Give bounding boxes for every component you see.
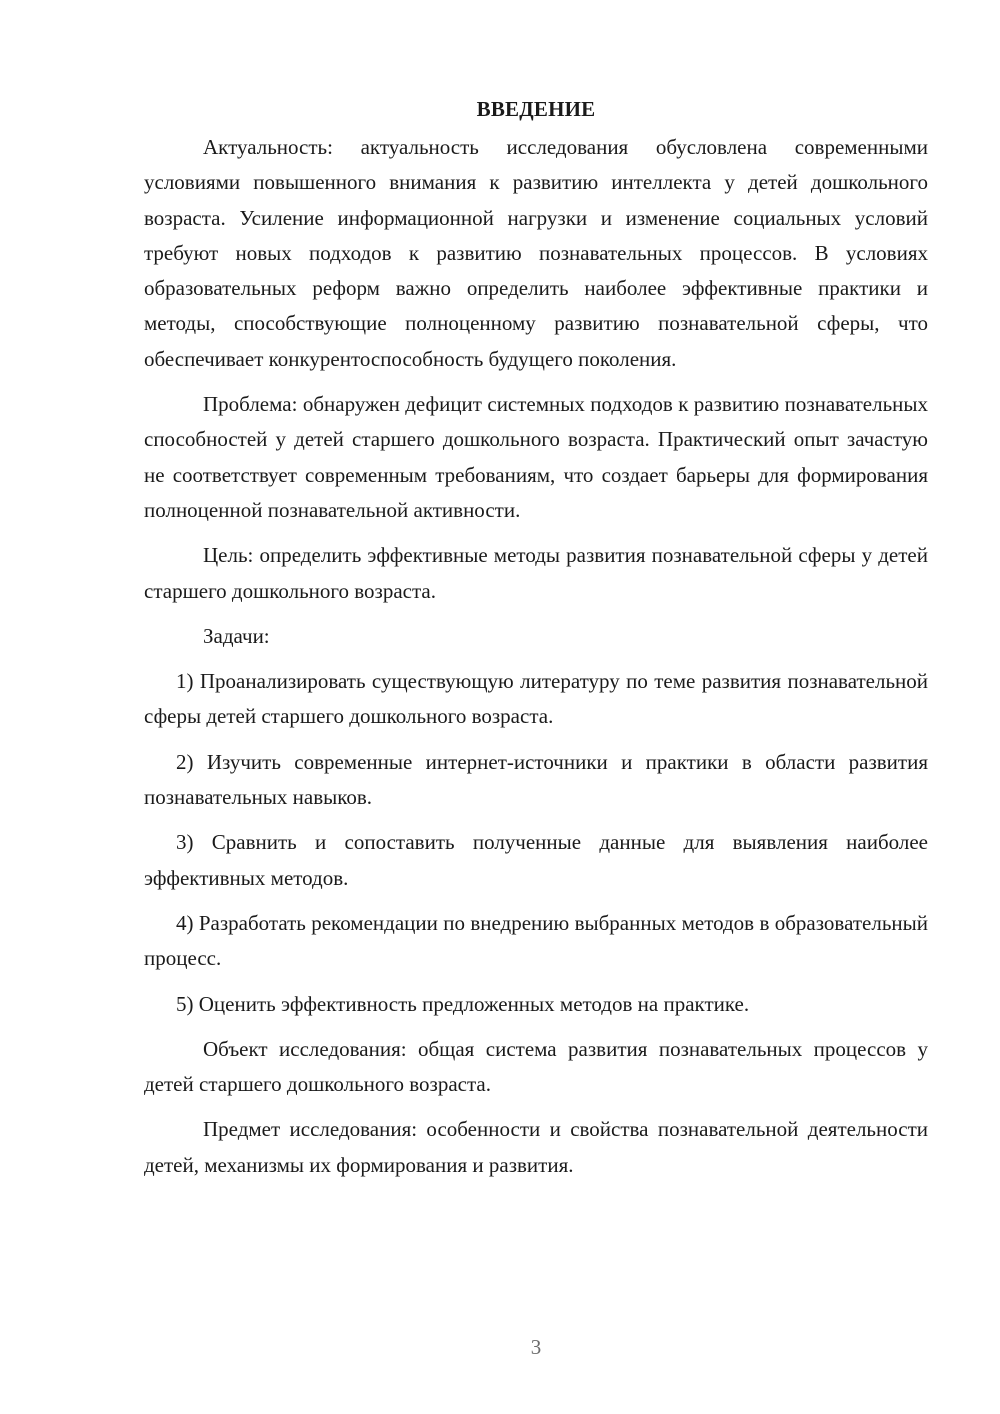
relevance-paragraph: Актуальность: актуальность исследования обусловлена современными условиями повышенного внимания к развитию интеллекта у детей дошкольного возраста. Усиление информационной нагрузки и изменение социальных условий требуют новых подходов к развитию познавательных процессов. В условиях образовательных реформ важно определить наиболее эффективные практики и методы, способствующие полноценному развитию познавательной сферы, что обеспечивает конкурентоспособность будущего поколения. <box>144 135 928 371</box>
task-item-5: 5) Оценить эффективность предложенных методов на практике. <box>176 991 750 1016</box>
research-object-paragraph: Объект исследования: общая система развития познавательных процессов у детей старшего дошкольного возраста. <box>144 1036 928 1097</box>
goal-paragraph: Цель: определить эффективные методы развития познавательной сферы у детей старшего дошкольного возраста. <box>144 543 928 603</box>
section-heading: ВВЕДЕНИЕ <box>476 97 596 121</box>
tasks-label: Задачи: <box>203 623 270 648</box>
page-number: 3 <box>530 1335 542 1359</box>
document-body <box>144 92 928 1183</box>
task-item-4: 4) Разработать рекомендации по внедрению выбранных методов в образовательный процесс. <box>144 910 928 971</box>
task-item-2: 2) Изучить современные интернет-источники и практики в области развития познавательных навыков. <box>144 749 928 810</box>
research-subject-paragraph: Предмет исследования: особенности и свойства познавательной деятельности детей, механизмы их формирования и развития. <box>144 1117 928 1177</box>
task-item-1: 1) Проанализировать существующую литературу по теме развития познавательной сферы детей старшего дошкольного возраста. <box>144 669 928 729</box>
problem-paragraph: Проблема: обнаружен дефицит системных подходов к развитию познавательных способностей у детей старшего дошкольного возраста. Практический опыт зачастую не соответствует современным требованиям, что создает барьеры для формирования полноценной познавательной активности. <box>144 392 928 522</box>
task-item-3: 3) Сравнить и сопоставить полученные данные для выявления наиболее эффективных методов. <box>144 830 928 890</box>
